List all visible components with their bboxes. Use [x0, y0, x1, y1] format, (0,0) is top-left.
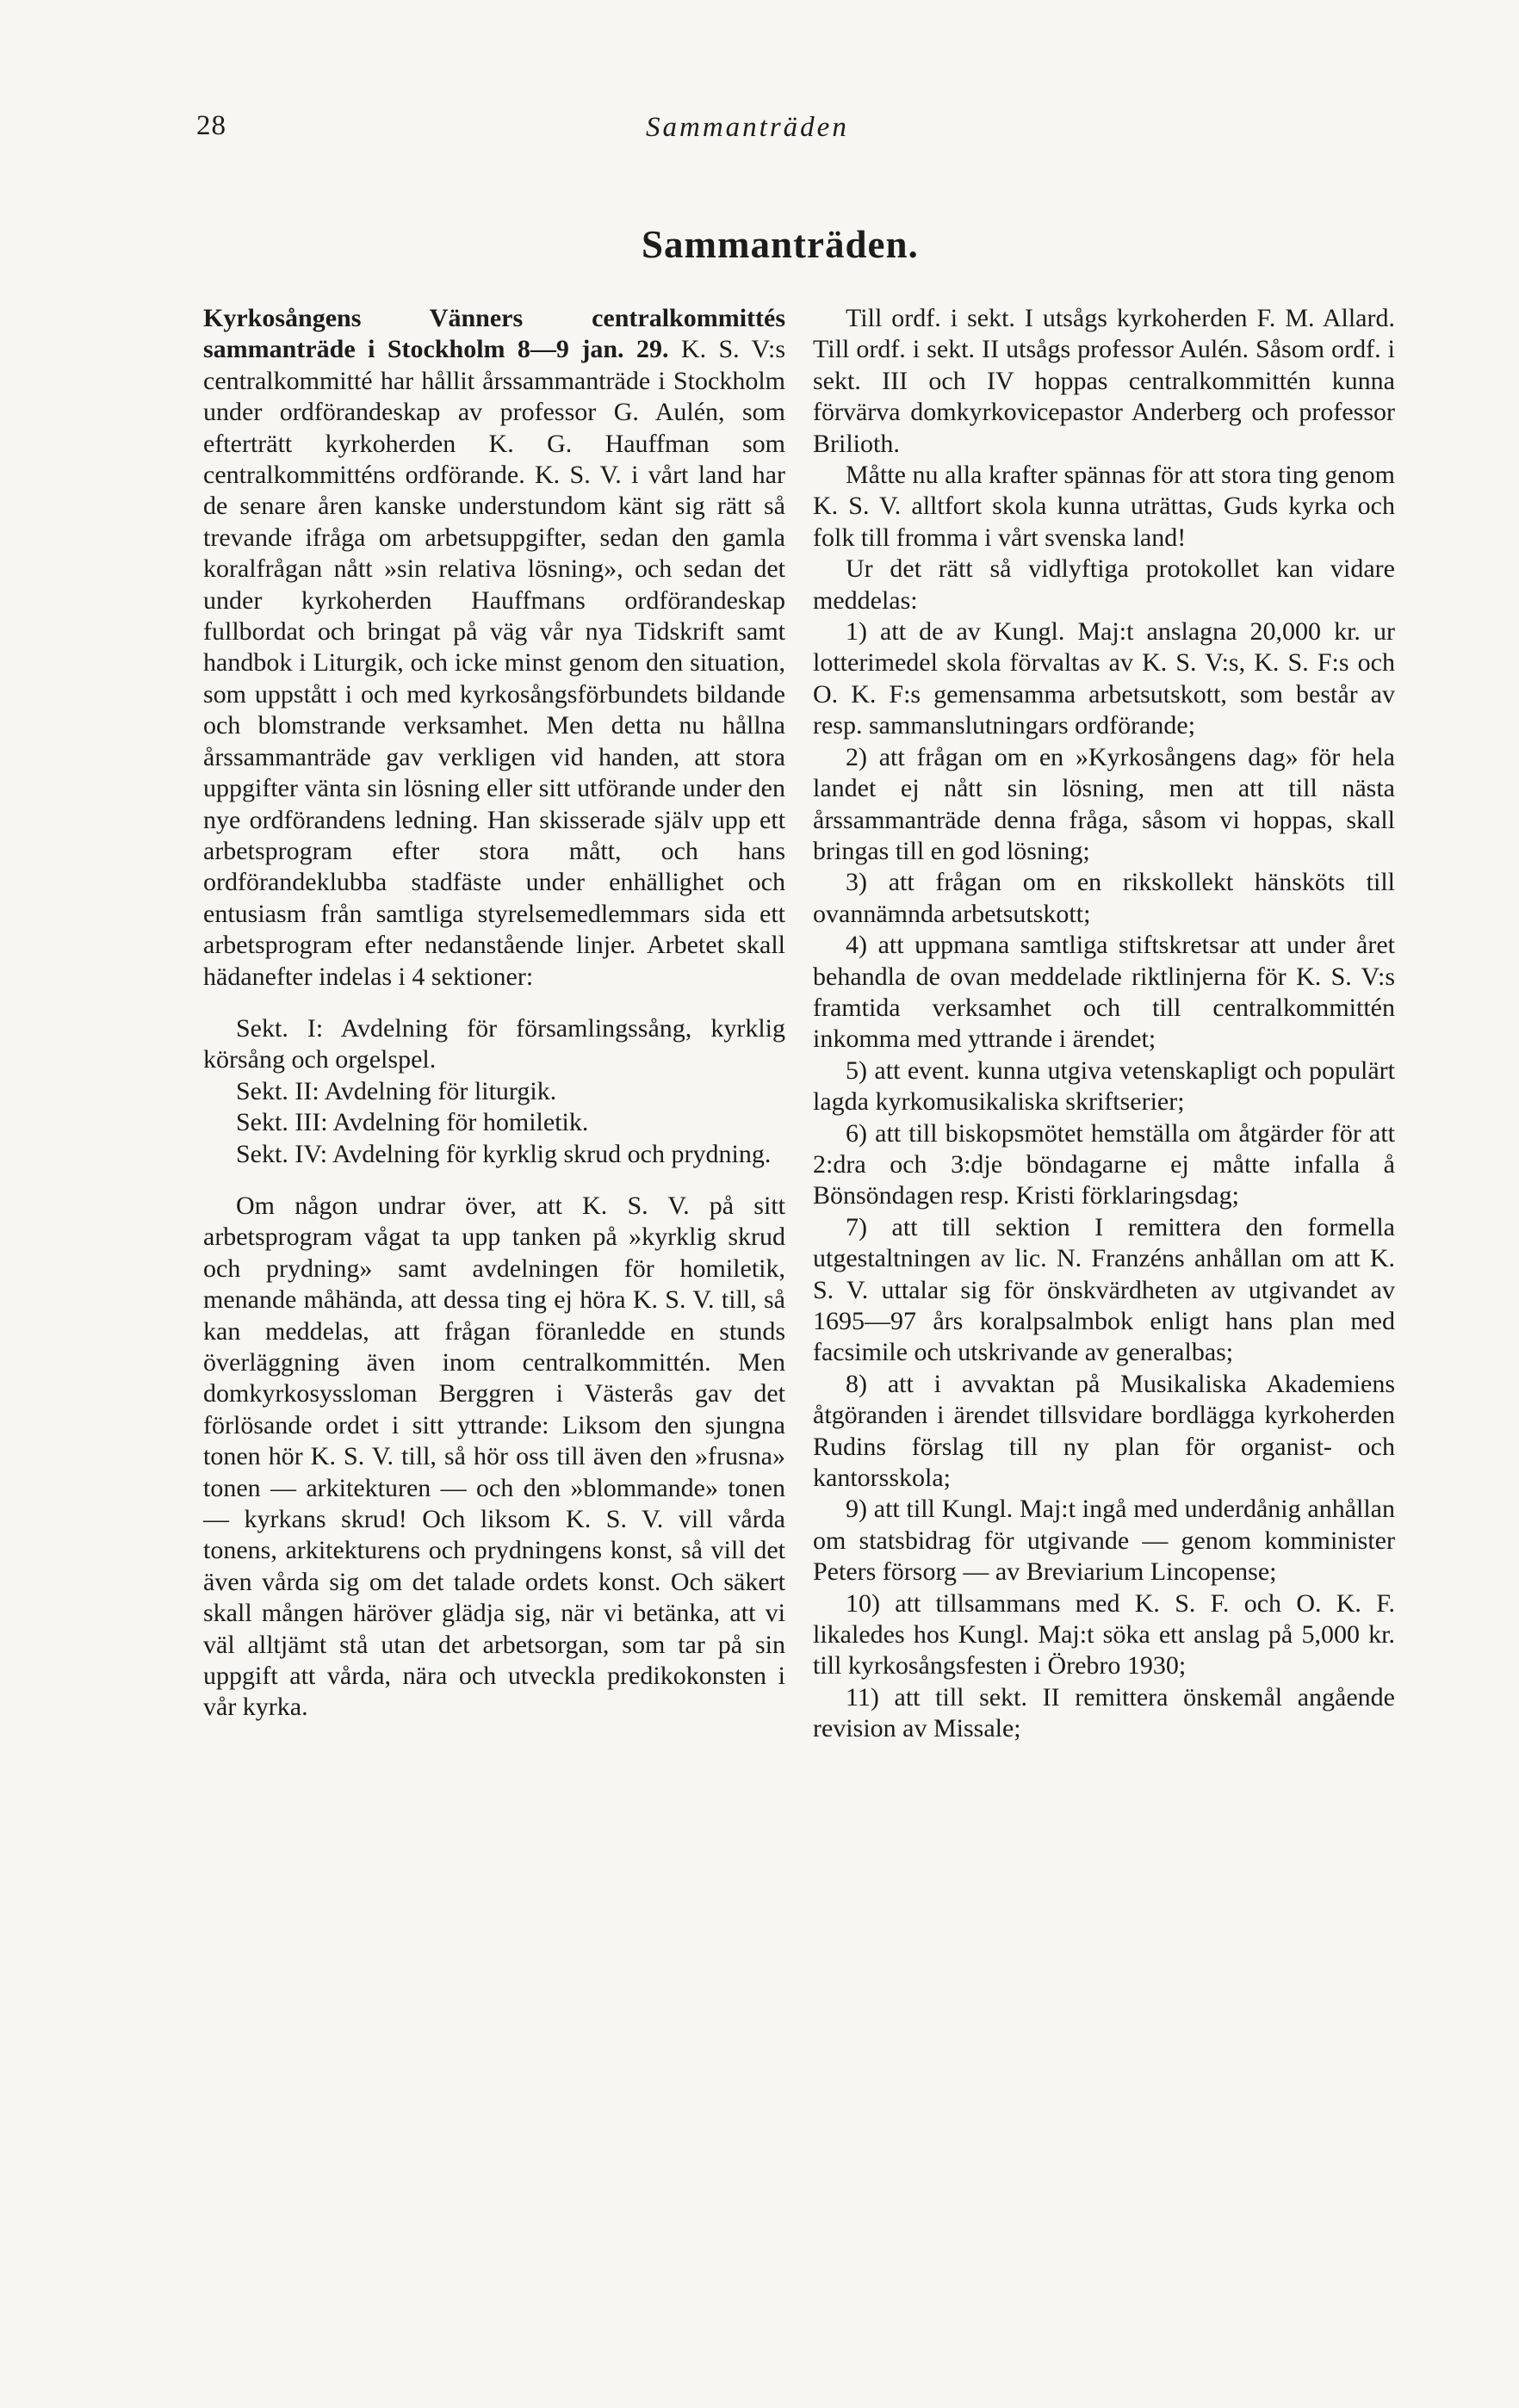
article-text: K. S. V:s centralkommitté har hållit årssammanträde i Stockholm under ordförandeskap av professor G. Aulén, som efterträtt kyrkoherden K. G. Hauffman som centralkommitténs ordförande. K. S. V. i vårt land har de senare åren kanske understundom känt sig rätt så trevande ifråga om arbetsuppgifter, sedan den gamla koralfrågan nått »sin relativa lösning», och sedan det under kyrkoherden Hauffmans ordförandeskap fullbordat och bringat på väg vår nya Tidskrift samt handbok i Liturgik, och icke minst genom den situation, som uppstått i och med kyrkosångsförbundets bildande och blomstrande verksamhet. Men detta nu hållna årssammanträde gav verkligen vid handen, att stora uppgifter vänta sin lösning eller sitt utförande under den nye ordförandens ledning. Han skisserade själv upp ett arbetsprogram efter stora mått, och hans ordförandeklubba stadfäste under enhällighet och entusiasm från samtliga styrelsemedlemmars sida ett arbetsprogram efter nedanstående linjer. Arbetet skall hädanefter indelas i 4 sektioner:: [203, 335, 786, 991]
section-item: Sekt. IV: Avdelning för kyrklig skrud och prydning.: [236, 1139, 772, 1168]
list-item: 11) att till sekt. II remittera önskemål angående revision av Missale;: [813, 1682, 1395, 1743]
running-head: Sammanträden: [646, 112, 849, 143]
article-paragraph: [203, 303, 785, 993]
article-paragraph: Ur det rätt så vidlyftiga protokollet kan vidare meddelas:: [813, 554, 1395, 615]
article-paragraph: Till ordf. i sekt. I utsågs kyrkoherden F. M. Allard. Till ordf. i sekt. II utsågs professor Aulén. Såsom ordf. i sekt. III och IV hoppas centralkommittén kunna förvärva domkyrkovicepastor Anderberg och professor Brilioth.: [813, 304, 1395, 458]
article-paragraph: Måtte nu alla krafter spännas för att stora ting genom K. S. V. alltfort skola kunna uträttas, Guds kyrka och folk till fromma i vårt svenska land!: [813, 461, 1395, 552]
section-item: Sekt. II: Avdelning för liturgik.: [236, 1076, 557, 1105]
list-item: 5) att event. kunna utgiva vetenskapligt och populärt lagda kyrkomusikaliska skriftserier;: [813, 1055, 1395, 1117]
list-item: 7) att till sektion I remittera den formella utgestaltningen av lic. N. Franzéns anhållan om att K. S. V. uttalar sig för önskvärdheten av utgivandet av 1695—97 års koralpsalmbok enligt hans plan med facsimile och utskrivande av generalbas;: [813, 1212, 1395, 1367]
page-title: Sammanträden.: [642, 223, 919, 266]
list-item: 4) att uppmana samtliga stiftskretsar att under året behandla de ovan meddelade riktlinjerna för K. S. V:s framtida verksamhet och till centralkommittén inkomma med yttrande i ärendet;: [813, 931, 1395, 1054]
list-item: 2) att frågan om en »Kyrkosångens dag» för hela landet ej nått sin lösning, men att till nästa årssammanträde denna fråga, såsom vi hoppas, skall bringas till en god lösning;: [813, 742, 1395, 865]
right-column: [813, 303, 1395, 1745]
list-item: 10) att tillsammans med K. S. F. och O. K. F. likaledes hos Kungl. Maj:t söka ett anslag på 5,000 kr. till kyrkosångsfesten i Örebro 1930;: [813, 1588, 1395, 1681]
left-column: [203, 303, 785, 1724]
list-item: 9) att till Kungl. Maj:t ingå med underdånig anhållan om statsbidrag för utgivande — genom komminister Peters försorg — av Breviarium Lincopense;: [813, 1495, 1395, 1587]
article-heading: Kyrkosångens Vänners centralkommittés sammanträde i Stockholm 8—9 jan. 29.: [203, 304, 785, 364]
section-item: Sekt. I: Avdelning för församlingssång, kyrklig körsång och orgelspel.: [203, 1013, 785, 1074]
section-item: Sekt. III: Avdelning för homiletik.: [236, 1108, 589, 1137]
article-paragraph: Om någon undrar över, att K. S. V. på sitt arbetsprogram vågat ta upp tanken på »kyrklig skrud och prydning» samt avdelningen för homiletik, menande måhända, att dessa ting ej höra K. S. V. till, så kan meddelas, att frågan föranledde en stunds överläggning även inom centralkommittén. Men domkyrkosyssloman Berggren i Västerås gav det förlösande ordet i sitt yttrande: Liksom den sjungna tonen hör K. S. V. till, så hör oss till även den »frusna» tonen — arkitekturen — och den »blommande» tonen — kyrkans skrud! Och liksom K. S. V. vill vårda tonens, arkitekturens och prydningens konst, så vill det även vårda sig om det talade ordets konst. Och säkert skall mången häröver glädja sig, när vi betänka, att vi väl alltjämt stå utan det arbetsorgan, som tar på sin uppgift att vårda, nära och utveckla predikokonsten i vår kyrka.: [203, 1191, 785, 1722]
list-item: 8) att i avvaktan på Musikaliska Akademiens åtgöranden i ärendet tillsvidare bordlägga kyrkoherden Rudins förslag till ny plan för organist- och kantorsskola;: [813, 1369, 1395, 1493]
list-item: 6) att till biskopsmötet hemställa om åtgärder för att 2:dra och 3:dje böndagarne ej måtte infalla å Bönsöndagen resp. Kristi förklaringsdag;: [813, 1118, 1395, 1210]
list-item: 1) att de av Kungl. Maj:t anslagna 20,000 kr. ur lotterimedel skola förvaltas av K. S. V:s, K. S. F:s och O. K. F:s gemensamma arbetsutskott, som består av resp. sammanslutningars ordförande;: [813, 617, 1395, 740]
list-item: 3) att frågan om en rikskollekt hänsköts till ovannämnda arbetsutskott;: [813, 868, 1395, 928]
page-number: 28: [196, 110, 226, 141]
